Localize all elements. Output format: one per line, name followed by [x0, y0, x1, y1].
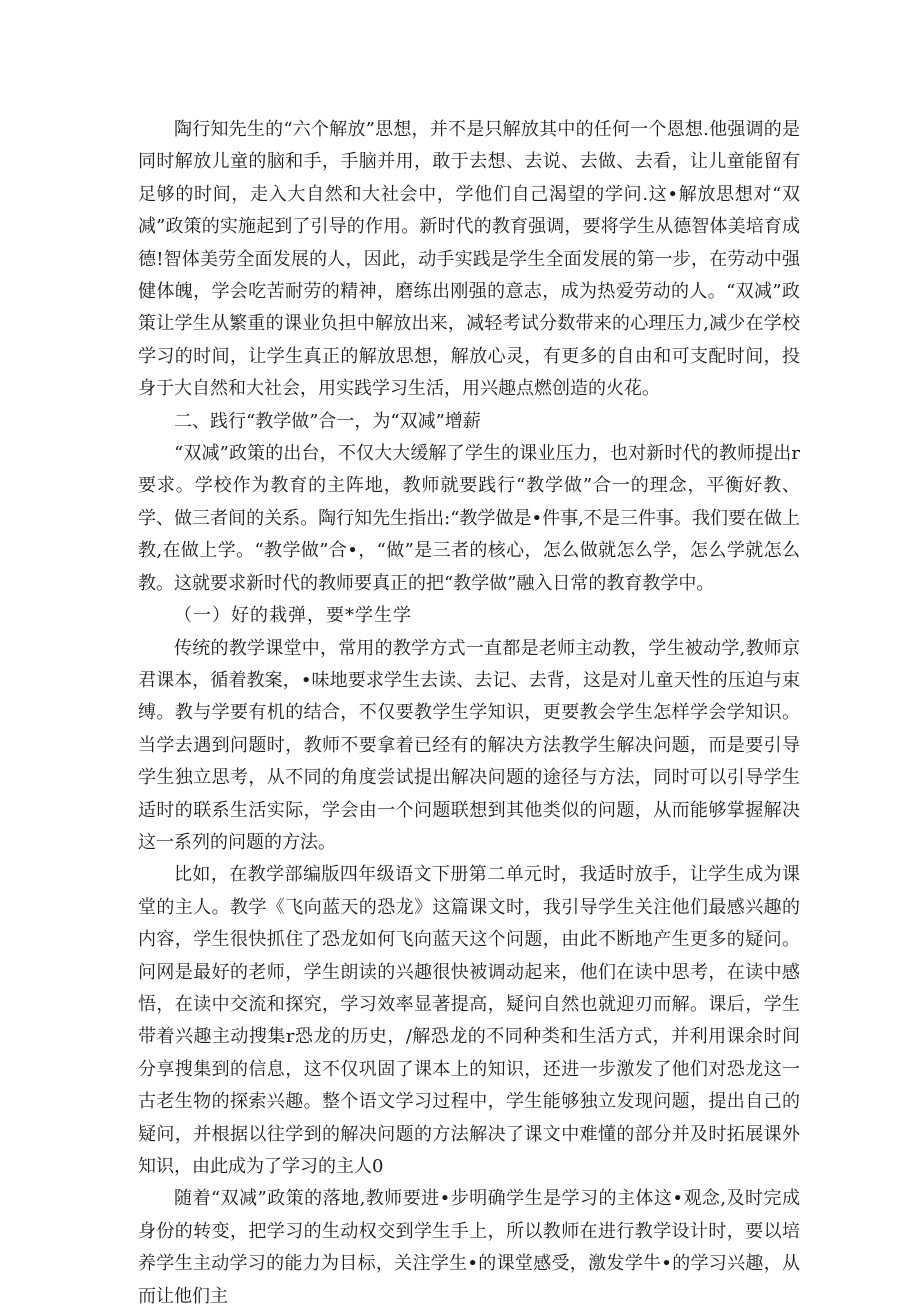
- paragraph-liberation-thought: 陶行知先生的“六个解放”思想，并不是只解放其中的任何一个恩想.他强调的是同时解放儿童的脑和手，手脑并用，敢于去想、去说、去做、去看，让儿童能留有足够的时间，走入大自然和大社会中，学他们自己渴望的学问.这•解放思想对“双减”政策的实施起到了引导的作用。新时代的教育强调，要将学生从德智体美培育成德!智体美劳全面发展的人，因此，动手实践是学生全面发展的第一步，在劳动中强健体魄，学会吃苦耐劳的精神，磨练出刚强的意志，成为热爱劳动的人。“双减”政策让学生从繁重的课业负担中解放出来，减轻考试分数带来的心理压力,减少在学校学习的时间，让学生真正的解放思想，解放心灵，有更多的自由和可支配时间，投身于大自然和大社会，用实践学习生活，用兴趣点燃创造的火花。: [138, 119, 800, 400]
- subsection-heading-good-teaching: （一）好的栽弹，要*学生学: [174, 605, 412, 627]
- paragraph-dinosaur-lesson-example: 比如，在教学部编版四年级语文下册第二单元时，我适时放手，让学生成为课堂的主人。教学《飞向蓝天的恐龙》这篇课文时，我引导学生关注他们最感兴趣的内容，学生很快抓住了恐龙如何飞向蓝天这个问题，由此不断地产生更多的疑问。问网是最好的老师，学生朗读的兴趣很快被调动起来，他们在读中思考，在读中感悟，在读中交流和探究，学习效率显著提高，疑问自然也就迎刃而解。课后，学生带着兴趣主动搜集r恐龙的历史，/解恐龙的不同种类和生活方式，并利用课余时间分享搜集到的信息，这不仅巩固了课本上的知识，还进一步激发了他们对恐龙这一古老生物的探索兴趣。整个语文学习过程中，学生能够独立发现问题，提出自己的疑问，并根据以往学到的解决问题的方法解决了课文中难懂的部分并及时拓展课外知识，由此成为了学习的主人0: [138, 864, 800, 1177]
- paragraph-student-as-subject: 随着“双减”政策的落地,教师要进•步明确学生是学习的主体这•观念,及时完成身份的转变，把学习的生动权交到学生手上，所以教师在进行教学设计时，要以培养学生主动学习的能力为目标，关注学生•的课堂感受，激发学牛•的学习兴趣，从而让他们主: [138, 1188, 800, 1307]
- paragraph-traditional-teaching: 传统的教学课堂中，常用的教学方式一直都是老师主动教，学生被动学,教师京君课本，循着教案，•味地要求学生去读、去记、去背，这是对儿童天性的压迫与束缚。教与学要有机的结合，不仅要教学生学知识，更要教会学生怎样学会学知识。当学去遇到问题时，教师不要拿着已经有的解决方法教学生解决问题，而是要引导学生独立思考，从不同的角度尝试提出解决问题的途径与方法，同时可以引导学生适时的联系生活实际，学会由一个问题联想到其他类似的问题，从而能够掌握解决这一系列的问题的方法。: [138, 637, 800, 853]
- section-heading-teach-learn-do: 二、践行“教学做”合一，为“双减”增薪: [174, 410, 481, 432]
- paragraph-double-reduction-teachers: “双减”政策的出台，不仅大大缓解了学生的课业压力，也对新时代的教师提出r要求。学校作为教育的主阵地，教师就要践行“教学做”合一的理念，平衡好教、学、做三者间的关系。陶行知先生指出:“教学做是•件事,不是三件事。我们要在做上教,在做上学。“教学做”合•，“做”是三者的核心，怎么做就怎么学，怎么学就怎么教。这就要求新时代的教师要真正的把“教学做”融入日常的教育教学中。: [138, 443, 800, 594]
- document-body: [138, 114, 800, 1313]
